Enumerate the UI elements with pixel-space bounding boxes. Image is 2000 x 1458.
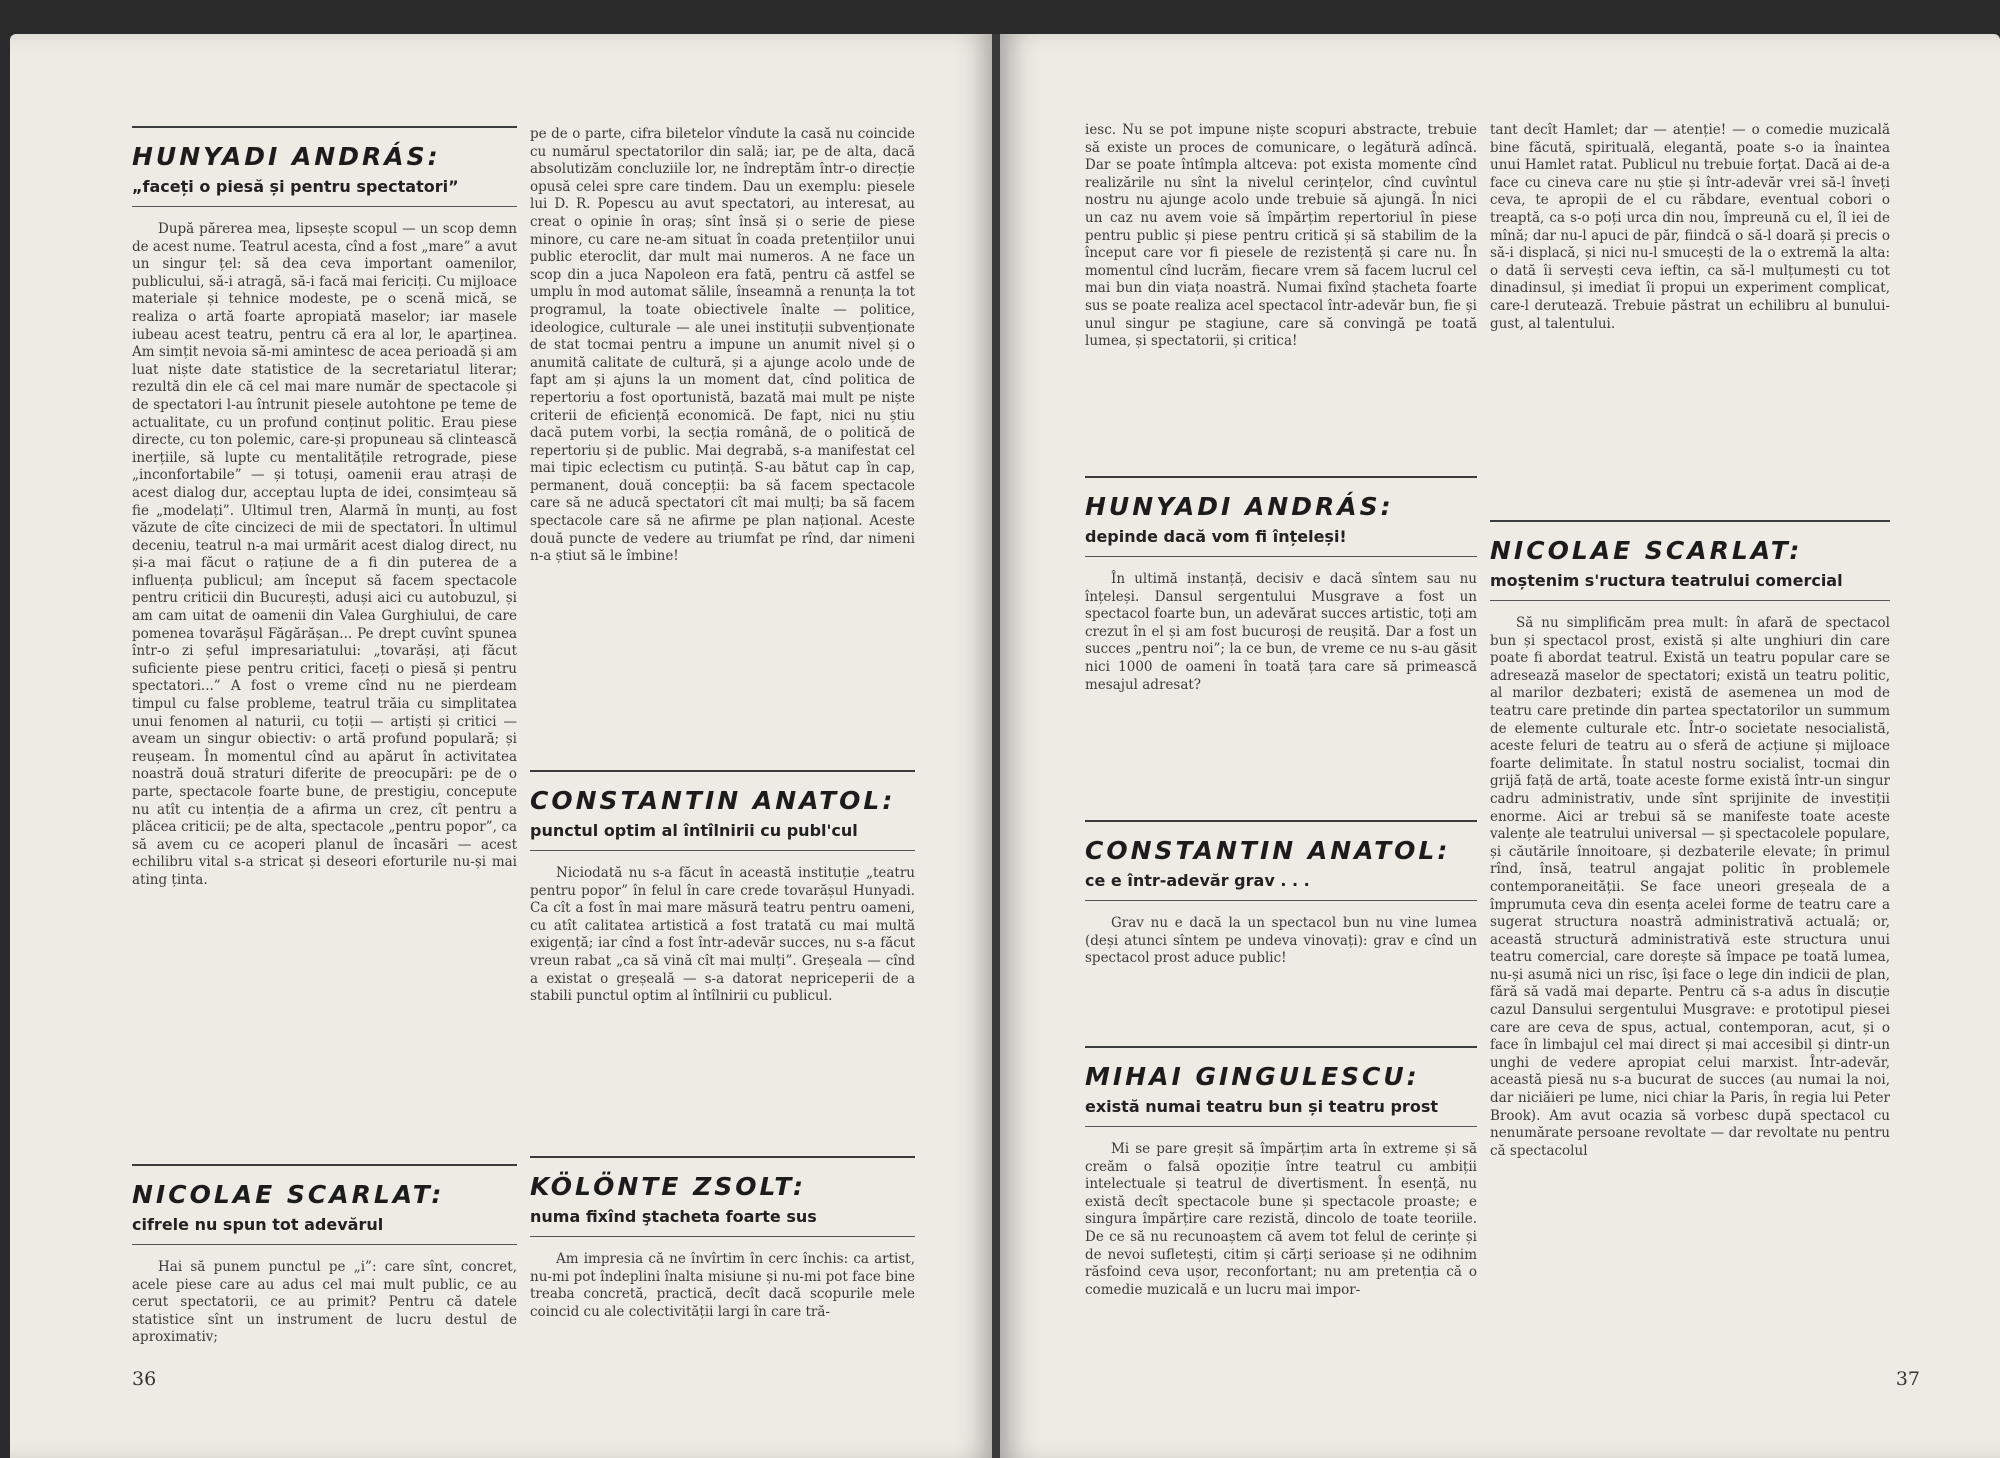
article-author: KÖLÖNTE ZSOLT:: [530, 1172, 806, 1201]
article-body: Să nu simplificăm prea mult: în afară de spectacol bun și spectacol prost, există și alte unghiuri din care poate fi abordat teatrul. Există un teatru popular care se adresează maselor de spectatori; există un teatru politic, al marilor dezbateri; există de asemenea un mod de teatru care pretinde din partea spectatorilor un summum de elemente culturale etc. Într-o societate nesocialistă, aceste feluri de teatru au o sferă de acțiune și mijloace foarte delimitate. În statul nostru socialist, tocmai din grijă față de artă, toate aceste forme există într-un singur cadru administrativ, unde sînt sprijinite de investiții enorme. Aici ar trebui să se manifeste toate aceste valențe ale teatrului universal — și spectacolele populare, și căutările înnoitoare, și dezbaterile elevate; în primul rînd, însă, teatrul angajat politic în problemele contemporaneității. Se face uneori greșeala de a împrumuta ceva din esența acelei forme de teatru care a sugerat structura noastră administrativă actuală; or, această structură administrativă este structura unui teatru comercial, care dorește să împace pe toată lumea, nu-și asumă nici un risc, își face o lege din indicii de plan, fără să vadă mai departe. Pentru că s-a adus în discuție cazul Dansului sergentului Musgrave: e prototipul piesei care are ceva de spus, actual, contemporan, acut, și o face în limbajul cel mai direct și mai accesibil și dintr-un unghi de vedere apropiat celui marxist. Într-adevăr, această piesă nu s-a bucurat de succes (au numai la noi, dar niciăieri pe lume, nici chiar la Paris, în regia lui Peter Brook). Am avut ocazia să vorbesc după spectacol cu nenumărate persoane revoltate — dar revoltate nu pentru că spectacolul: [1490, 615, 1890, 1159]
article-gingulescu: [1085, 1046, 1477, 1299]
article-body: tant decît Hamlet; dar — atenție! — o comedie muzicală bine făcută, spirituală, elegantă, poate s-o ia înaintea unui Hamlet ratat. Publicul nu trebuie forțat. Dacă ai de-a face cu cineva care nu știe și într-adevăr vrei să-l înveți ceva, te apropii de el cu răbdare, eventual cobori o treaptă, ca s-o poți urca din nou, împreună cu el, îl iei de mînă; dar nu-l apuci de păr, fiindcă o să-l doară și precis o să-i displacă, și nici nu-l smucești de la o extremă la alta: o dată îi servești ceva ieftin, ca să-l mulțumești cu tot dinadinsul, și imediat îi propui un experiment complicat, care-l derutează. Trebuie păstrat un echilibru al bunului-gust, al talentului.: [1490, 122, 1890, 332]
article-hunyadi-1: [132, 126, 517, 890]
article-body: În ultimă instanță, decisiv e dacă sîntem sau nu înțeleși. Dansul sergentului Musgrave a fost un spectacol foarte bun, un adevărat succes artistic, toți am crezut în el și am fost bucuroși de reușită. Dar a fost un succes „pentru noi”; la ce bun, de vreme ce nu s-au găsit nici 1000 de oameni în toată țara care să primească mesajul adresat?: [1085, 571, 1477, 693]
article-author: NICOLAE SCARLAT:: [1490, 536, 1803, 565]
page-number: 36: [132, 1368, 157, 1390]
rule: [1085, 1046, 1477, 1048]
rule: [1085, 556, 1477, 557]
article-body: iesc. Nu se pot impune niște scopuri abstracte, trebuie să existe un proces de comunicare, o legătură adîncă. Dar se poate întîmpla altceva: pot exista momente cînd realizările nu sînt la nivelul cerințelor, cînd cuvîntul nostru nu ajunge acolo unde trebuie să ajungă. În nici un caz nu avem voie să împărțim repertoriul în piese pentru public și piese pentru critică și să stabilim de la început care vor fi piesele de rezistență și care nu. În momentul cînd lucrăm, fiecare vrem să facem lucrul cel mai bun din viața noastră. Numai fixînd ștacheta foarte sus se poate realiza acel spectacol într-adevăr bun, fie și unul singur pe stagiune, care să convingă pe toată lumea, și spectatorii, și critica!: [1085, 122, 1477, 350]
article-author: CONSTANTIN ANATOL:: [530, 786, 896, 815]
page-number: 37: [1895, 1368, 1920, 1390]
rule: [1085, 900, 1477, 901]
rule: [530, 1236, 915, 1237]
article-subtitle: „faceți o piesă și pentru spectatori”: [132, 177, 459, 196]
article-body: Grav nu e dacă la un spectacol bun nu vine lumea (deși atunci sîntem pe undeva vinovați): grav e cînd un spectacol prost aduce public!: [1085, 915, 1477, 967]
article-author: NICOLAE SCARLAT:: [132, 1180, 445, 1209]
article-subtitle: depinde dacă vom fi înțeleși!: [1085, 527, 1347, 546]
article-anatol-2: [1085, 820, 1477, 968]
rule: [1085, 820, 1477, 822]
article-body: Niciodată nu s-a făcut în această instituție „teatru pentru popor” în felul în care crede tovarășul Hunyadi. Ca cît a fost în mai mare măsură teatru pentru oameni, cu atît calitatea artistică a fost tratată cu mai multă exigență; iar cînd a fost într-adevăr succes, nu s-a făcut vreun rabat „ca să vină cît mai mulți”. Greșeala — cînd a existat o greșeală — s-a datorat nepriceperii de a stabili punctul optim al întîlnirii cu publicul.: [530, 865, 915, 1005]
article-scarlat-1: [132, 1164, 517, 1347]
article-scarlat-1-continued: [530, 126, 915, 566]
article-author: MIHAI GINGULESCU:: [1085, 1062, 1420, 1091]
right-page: [1000, 34, 2000, 1458]
article-author: HUNYADI ANDRÁS:: [1085, 492, 1394, 521]
article-subtitle: numa fixînd ştacheta foarte sus: [530, 1207, 817, 1226]
article-author: CONSTANTIN ANATOL:: [1085, 836, 1451, 865]
rule: [530, 850, 915, 851]
article-body: pe de o parte, cifra biletelor vîndute la casă nu coincide cu numărul spectatorilor din sală; iar, pe de alta, dacă absolutizăm concluziile lor, ne îndreptăm într-o direcție opusă celei spre care tindem. Dau un exemplu: piesele lui D. R. Popescu au avut spectatori, au interesat, au creat o opinie în oraș; sînt însă și o serie de piese minore, cu care ne-am situat în coada pretențiilor unui public eteroclit, dar mult mai numeros. A ne face un scop din a juca Napoleon era fată, pentru că astfel se umplu în mod automat sălile, înseamnă a renunța la tot programul, la toate obiectivele înalte — politice, ideologice, culturale — ale unei instituții subvenționate de stat tocmai pentru a impune un anumit nivel și o anumită calitate de cultură, și a ajunge acolo unde de fapt am și ajuns la un moment dat, cînd politica de repertoriu a fost oportunistă, bazată mai mult pe niște criterii de eficiență economică. De fapt, nici nu știu dacă putem vorbi, la secția română, de o politică de repertoriu și de public. Mai degrabă, s-a manifestat cel mai tipic eclectism cu putință. S-au bătut cap în cap, permanent, două concepții: ba să facem spectacole care să ne aducă spectatori cît mai mulți; ba să facem spectacole care să ne afirme pe plan național. Aceste două puncte de vedere au triumfat pe rînd, dar nimeni n-a știut să le îmbine!: [530, 126, 915, 565]
article-scarlat-2: [1490, 520, 1890, 1160]
rule: [132, 1244, 517, 1245]
article-subtitle: ce e într-adevăr grav . . .: [1085, 871, 1310, 890]
rule: [132, 126, 517, 128]
rule: [1085, 1126, 1477, 1127]
rule: [132, 206, 517, 207]
article-kolonte: [530, 1156, 915, 1321]
article-kolonte-continued: [1085, 122, 1477, 351]
article-author: HUNYADI ANDRÁS:: [132, 142, 441, 171]
rule: [1085, 476, 1477, 478]
article-anatol-1: [530, 770, 915, 1006]
rule: [1490, 520, 1890, 522]
article-gingulescu-continued: [1490, 122, 1890, 333]
rule: [132, 1164, 517, 1166]
article-subtitle: punctul optim al întîlnirii cu publ'cul: [530, 821, 858, 840]
rule: [530, 1156, 915, 1158]
article-body: Am impresia că ne învîrtim în cerc închis: ca artist, nu-mi pot îndeplini înalta misiune și nu-mi pot face bine treaba concretă, practică, decît dacă scopurile mele coincid cu ale colectivității largi în care tră-: [530, 1251, 915, 1320]
article-subtitle: există numai teatru bun și teatru prost: [1085, 1097, 1438, 1116]
article-body: Mi se pare greșit să împărțim arta în extreme și să creăm o falsă opoziție între teatrul cu ambiții intelectuale și teatrul de divertisment. În esență, nu există decît spectacole bune și spectacole proaste; e singura împărțire care rezistă, dincolo de toate teoriile. De ce să nu recunoaștem că avem tot felul de cerințe și de nevoi sufletești, citim și cărți serioase și ne odihnim răsfoind ceva ușor, reconfortant; nu am pretenția că o comedie muzicală e un lucru mai impor-: [1085, 1141, 1477, 1298]
article-body: Hai să punem punctul pe „i”: care sînt, concret, acele piese care au adus cel mai mult public, ce au cerut spectatorii, ce au primit? Pentru că datele statistice sînt un instrument de lucru destul de aproximativ;: [132, 1259, 517, 1346]
left-page: [10, 34, 994, 1458]
rule: [1490, 600, 1890, 601]
article-subtitle: moștenim s'ructura teatrului comercial: [1490, 571, 1843, 590]
article-subtitle: cifrele nu spun tot adevărul: [132, 1215, 384, 1234]
rule: [530, 770, 915, 772]
article-hunyadi-2: [1085, 476, 1477, 694]
article-body: După părerea mea, lipsește scopul — un scop demn de acest nume. Teatrul acesta, cînd a fost „mare” a avut un singur țel: să dea ceva important oamenilor, publicului, să-i atragă, să-i facă mai fericiți. Cu mijloace materiale și tehnice modeste, pe o scenă mică, se realiza o artă foarte apropiată maselor; iar masele iubeau acest teatru, pentru că era al lor, le aparținea. Am simțit nevoia să-mi amintesc de acea perioadă și am luat niște date statistice de la secretariatul literar; rezultă din ele că cel mai mare număr de spectacole și de spectatori l-au întrunit piesele autohtone pe teme de actualitate, cu un profund conținut politic. Erau piese directe, cu ton polemic, care-și propuneau să clintească inerțiile, să lupte cu mentalitățile retrograde, piese „inconfortabile” — și totuși, oamenii erau atrași de acest dialog dur, acceptau lupta de idei, consimțeau să fie „modelați”. Ultimul tren, Alarmă în munți, au fost văzute de cîte cincizeci de mii de spectatori. În ultimul deceniu, teatrul n-a mai urmărit acest dialog direct, nu și-a mai făcut o rațiune de a fi din puterea de a influența publicul; am început să facem spectacole pentru criticii din București, aduși aici cu autobuzul, și am cam uitat de oamenii din Valea Gurghiului, de care pomenea tovarășul Făgărășan... Pe drept cuvînt spunea într-o zi șeful impresariatului: „tovarăși, ați făcut suficiente piese pentru critici, faceți o piesă și pentru spectatori...” A fost o vreme cînd nu ne pierdeam timpul cu false probleme, teatrul trăia cu simplitatea unui fenomen al naturii, cu toții — artiști și critici — aveam un singur obiectiv: o artă profund populară; și reușeam. În momentul cînd au apărut în activitatea noastră două straturi diferite de preocupări: pe de o parte, spectacole foarte bune, de prestigiu, concepute nu atît cu intenția de a afirma un crez, cît pentru a plăcea criticii; pe de alta, spectacole „pentru popor”, ca să avem cu ce acoperi planul de încasări — acest echilibru vital s-a stricat și deseori eforturile nu-și mai ating ținta.: [132, 221, 517, 888]
